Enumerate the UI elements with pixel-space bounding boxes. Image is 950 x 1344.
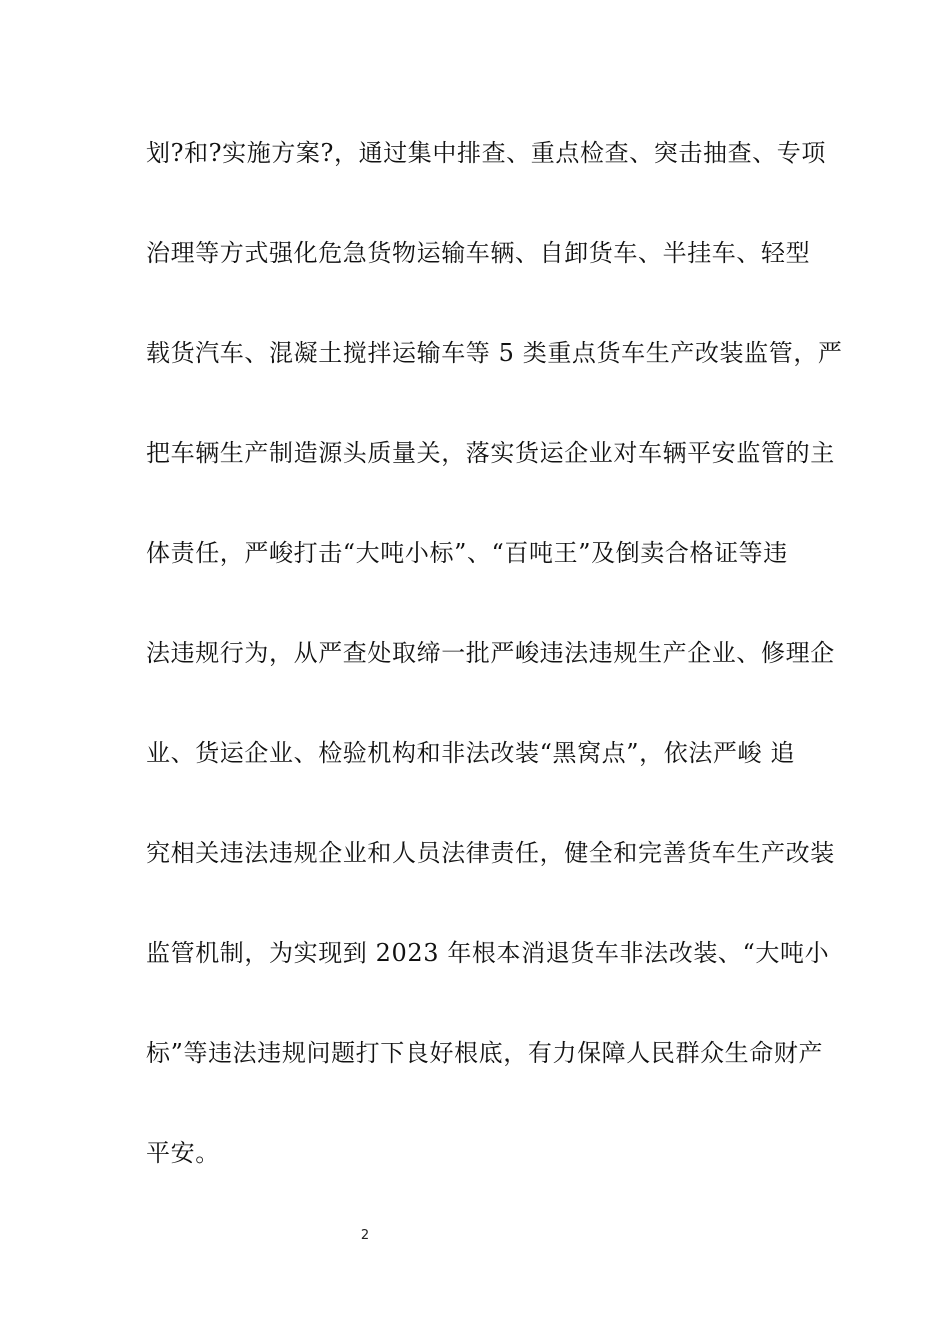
text-line-11: 平安。	[146, 1139, 220, 1167]
body-paragraph	[146, 130, 843, 1230]
text-line-1: 划?和?实施方案?，通过集中排查、重点检查、突击抽查、专项	[146, 139, 826, 167]
text-line-9: 监管机制，为实现到 2023 年根本消退货车非法改装、“大吨小	[146, 939, 830, 967]
text-line-5: 体责任，严峻打击“大吨小标”、“百吨王”及倒卖合格证等违	[146, 539, 788, 567]
text-line-7: 业、货运企业、检验机构和非法改装“黑窝点”，依法严峻 追	[146, 739, 795, 767]
text-line-8: 究相关违法违规企业和人员法律责任，健全和完善货车生产改装	[146, 839, 835, 867]
text-line-3: 载货汽车、混凝土搅拌运输车等 5 类重点货车生产改装监管，严	[146, 339, 843, 367]
text-line-6: 法违规行为，从严查处取缔一批严峻违法违规生产企业、修理企	[146, 639, 835, 667]
text-line-4: 把车辆生产制造源头质量关，落实货运企业对车辆平安监管的主	[146, 439, 835, 467]
page-number: 2	[360, 1228, 370, 1243]
text-line-10: 标”等违法违规问题打下良好根底，有力保障人民群众生命财产	[146, 1039, 824, 1067]
text-line-2: 治理等方式强化危急货物运输车辆、自卸货车、半挂车、轻型	[146, 239, 811, 267]
